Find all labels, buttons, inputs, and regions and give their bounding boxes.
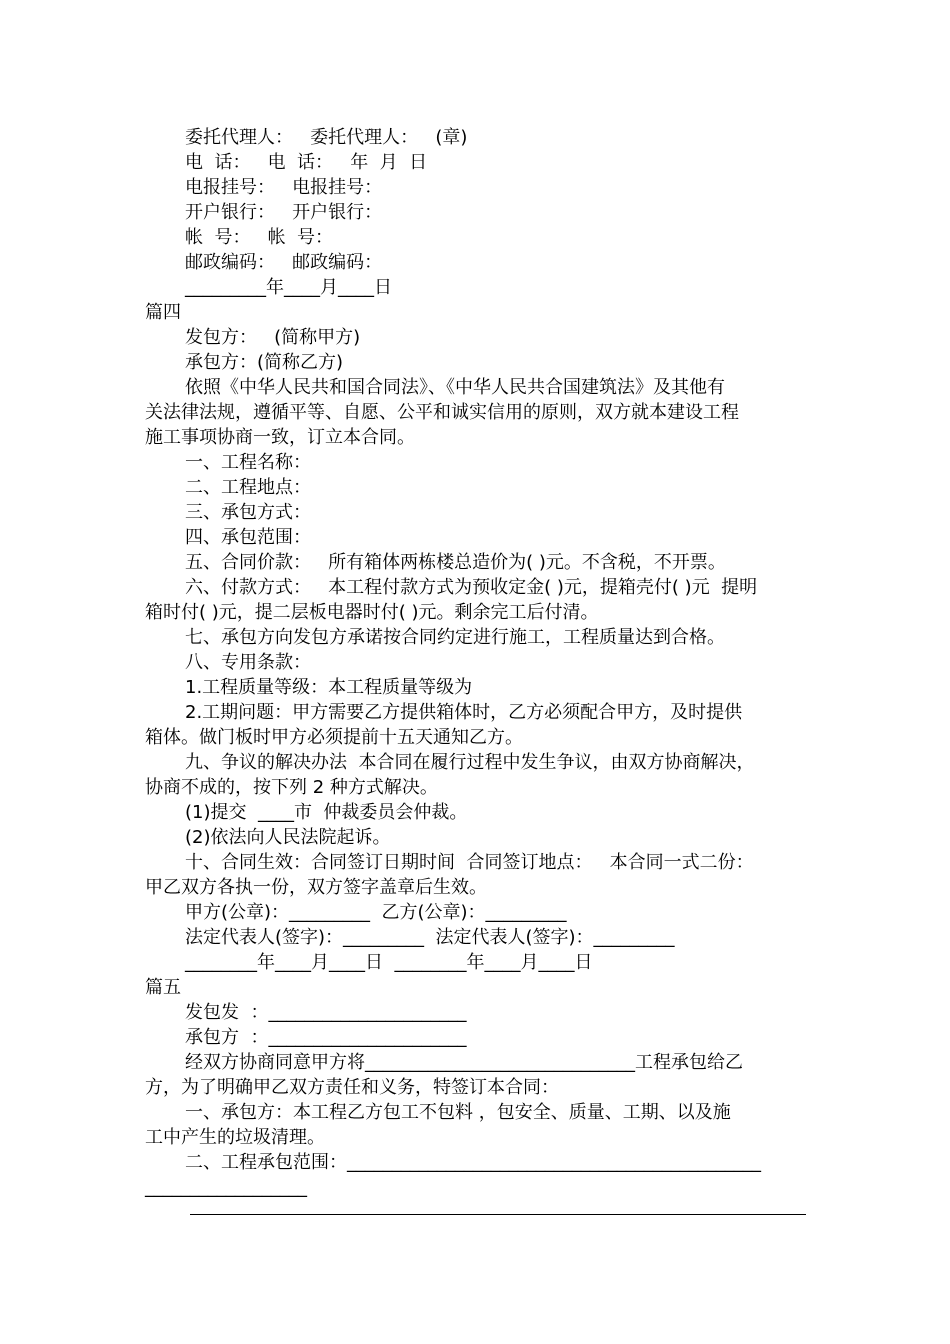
- section-heading-4: 篇四: [145, 302, 181, 323]
- clause-effective-line-2: 甲乙双方各执一份，双方签字盖章后生效。: [145, 877, 487, 898]
- clause-dispute-line-1: 九、争议的解决办法 本合同在履行过程中发生争议，由双方协商解决，: [185, 752, 755, 773]
- special-term-2-line-2: 箱体。做门板时甲方必须提前十五天通知乙方。: [145, 727, 523, 748]
- clause-scope-line-1: 二、工程承包范围：______________________________________________: [185, 1152, 761, 1173]
- agreement-line-1: 经双方协商同意甲方将______________________________工程承包给乙: [185, 1052, 743, 1073]
- clause-contractor-line-2: 工中产生的垃圾清理。: [145, 1127, 325, 1148]
- party-a-line: 发包方： (简称甲方): [185, 327, 361, 348]
- employer-line: 发包发 ：______________________: [185, 1002, 467, 1023]
- preamble-line-2: 关法律法规，遵循平等、自愿、公平和诚实信用的原则，双方就本建设工程: [145, 402, 739, 423]
- section-heading-5: 篇五: [145, 977, 181, 998]
- clause-contract-scope: 四、承包范围：: [185, 527, 311, 548]
- dispute-option-1: (1)提交 ____市 仲裁委员会仲裁。: [185, 802, 468, 823]
- clause-special-terms: 八、专用条款：: [185, 652, 311, 673]
- dispute-option-2: (2)依法向人民法院起诉。: [185, 827, 391, 848]
- clause-contractor-line-1: 一、承包方：本工程乙方包工不包料 ，包安全、质量、工期、以及施: [185, 1102, 731, 1123]
- preamble-line-3: 施工事项协商一致，订立本合同。: [145, 427, 415, 448]
- special-term-2-line-1: 2.工期问题：甲方需要乙方提供箱体时，乙方必须配合甲方，及时提供: [185, 702, 743, 723]
- special-term-1: 1.工程质量等级：本工程质量等级为: [185, 677, 473, 698]
- signature-postcode-line: 邮政编码： 邮政编码：: [185, 252, 383, 273]
- clause-payment-line-1: 六、付款方式： 本工程付款方式为预收定金( )元，提箱壳付( )元 提明: [185, 577, 758, 598]
- clause-project-name: 一、工程名称：: [185, 452, 311, 473]
- blank-fill-line: [190, 1214, 806, 1215]
- signature-account-line: 帐 号： 帐 号：: [185, 227, 334, 248]
- signature-bank-line: 开户银行： 开户银行：: [185, 202, 383, 223]
- clause-payment-line-2: 箱时付( )元，提二层板电器时付( )元。剩余完工后付清。: [145, 602, 599, 623]
- legal-rep-line: 法定代表人(签字)：_________ 法定代表人(签字)：_________: [185, 927, 675, 948]
- party-b-line: 承包方：(简称乙方): [185, 352, 344, 373]
- signature-phone-line: 电 话： 电 话： 年 月 日: [185, 152, 428, 173]
- signature-telegram-line: 电报挂号： 电报挂号：: [185, 177, 383, 198]
- clause-contract-price: 五、合同价款： 所有箱体两栋楼总造价为( )元。不含税，不开票。: [185, 552, 726, 573]
- clause-commitment: 七、承包方向发包方承诺按合同约定进行施工，工程质量达到合格。: [185, 627, 725, 648]
- agreement-line-2: 方，为了明确甲乙双方责任和义务，特签订本合同：: [145, 1077, 559, 1098]
- clause-effective-line-1: 十、合同生效：合同签订日期时间 合同签订地点： 本合同一式二份：: [185, 852, 754, 873]
- clause-project-location: 二、工程地点：: [185, 477, 311, 498]
- clause-scope-line-2: __________________: [145, 1177, 307, 1198]
- signature-date-line: _________年____月____日: [185, 277, 392, 298]
- clause-dispute-line-2: 协商不成的，按下列 2 种方式解决。: [145, 777, 438, 798]
- clause-contract-method: 三、承包方式：: [185, 502, 311, 523]
- signature-agent-line: 委托代理人： 委托代理人： (章): [185, 127, 468, 148]
- preamble-line-1: 依照《中华人民共和国合同法》、《中华人民共合国建筑法》及其他有: [185, 377, 725, 398]
- contractor-line: 承包方 ：______________________: [185, 1027, 467, 1048]
- seal-line: 甲方(公章)：_________ 乙方(公章)：_________: [185, 902, 567, 923]
- sign-date-line: ________年____月____日 ________年____月____日: [185, 952, 593, 973]
